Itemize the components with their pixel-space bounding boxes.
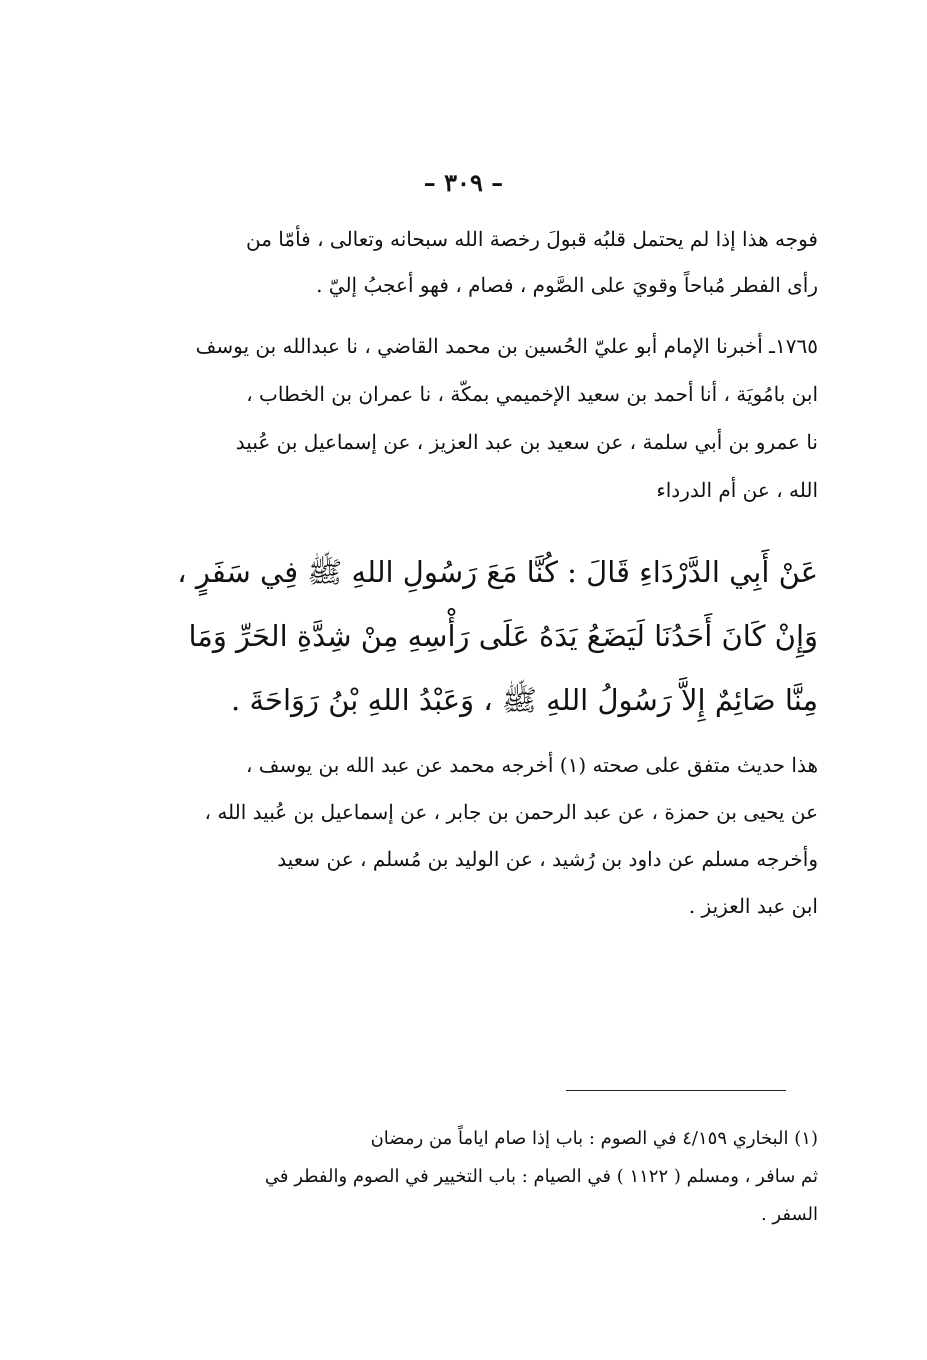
commentary-line: وأخرجه مسلم عن داود بن رُشيد ، عن الوليد بن مُسلم ، عن سعيد <box>277 847 818 871</box>
commentary-line: هذا حديث متفق على صحته (١) أخرجه محمد عن عبد الله بن يوسف ، <box>245 753 818 777</box>
hadith-line: وَإِنْ كَانَ أَحَدُنَا لَيَضَعُ يَدَهُ عَلَى رَأْسِهِ مِنْ شِدَّةِ الحَرِّ وَمَا <box>188 619 818 653</box>
page-number: – ٣٠٩ – <box>423 168 504 197</box>
isnad-line: الله ، عن أم الدرداء <box>656 478 818 502</box>
footnote-separator <box>566 1090 786 1091</box>
isnad-line: ابن بامُويَة ، أنا أحمد بن سعيد الإخميمي بمكّة ، نا عمران بن الخطاب ، <box>246 382 818 406</box>
isnad-line: نا عمرو بن أبي سلمة ، عن سعيد بن عبد العزيز ، عن إسماعيل بن عُبيد <box>235 430 818 454</box>
commentary-paragraph <box>138 742 818 930</box>
intro-paragraph <box>138 216 818 308</box>
intro-line: فوجه هذا إذا لم يحتمل قلبُه قبولَ رخصة الله سبحانه وتعالى ، فأمّا من <box>245 227 818 251</box>
commentary-line: عن يحيى بن حمزة ، عن عبد الرحمن بن جابر ، عن إسماعيل بن عُبيد الله ، <box>204 800 818 824</box>
intro-line: رأى الفطر مُباحاً وقويَ على الصَّوم ، فصام ، فهو أعجبُ إليّ . <box>316 273 818 297</box>
isnad-line: ١٧٦٥ـ أخبرنا الإمام أبو عليّ الحُسين بن محمد القاضي ، نا عبدالله بن يوسف <box>195 334 818 358</box>
footnote-line: ثم سافر ، ومسلم ( ١١٢٢ ) في الصيام : باب التخيير في الصوم والفطر في <box>264 1166 818 1187</box>
hadith-line: مِنَّا صَائِمٌ إِلاَّ رَسُولُ اللهِ ﷺ ، وَعَبْدُ اللهِ بْنُ رَوَاحَةَ . <box>231 683 818 717</box>
footnote-line: (١) البخاري ٤/١٥٩ في الصوم : باب إذا صام اياماً من رمضان <box>370 1128 818 1149</box>
commentary-line: ابن عبد العزيز . <box>688 894 818 918</box>
hadith-line: عَنْ أَبِي الدَّرْدَاءِ قَالَ : كُنَّا مَعَ رَسُولِ اللهِ ﷺ فِي سَفَرٍ ، <box>177 555 818 589</box>
isnad-paragraph <box>138 322 818 514</box>
footnote-line: السفر . <box>760 1204 818 1225</box>
hadith-text <box>138 540 818 732</box>
footnotes <box>138 1120 818 1234</box>
